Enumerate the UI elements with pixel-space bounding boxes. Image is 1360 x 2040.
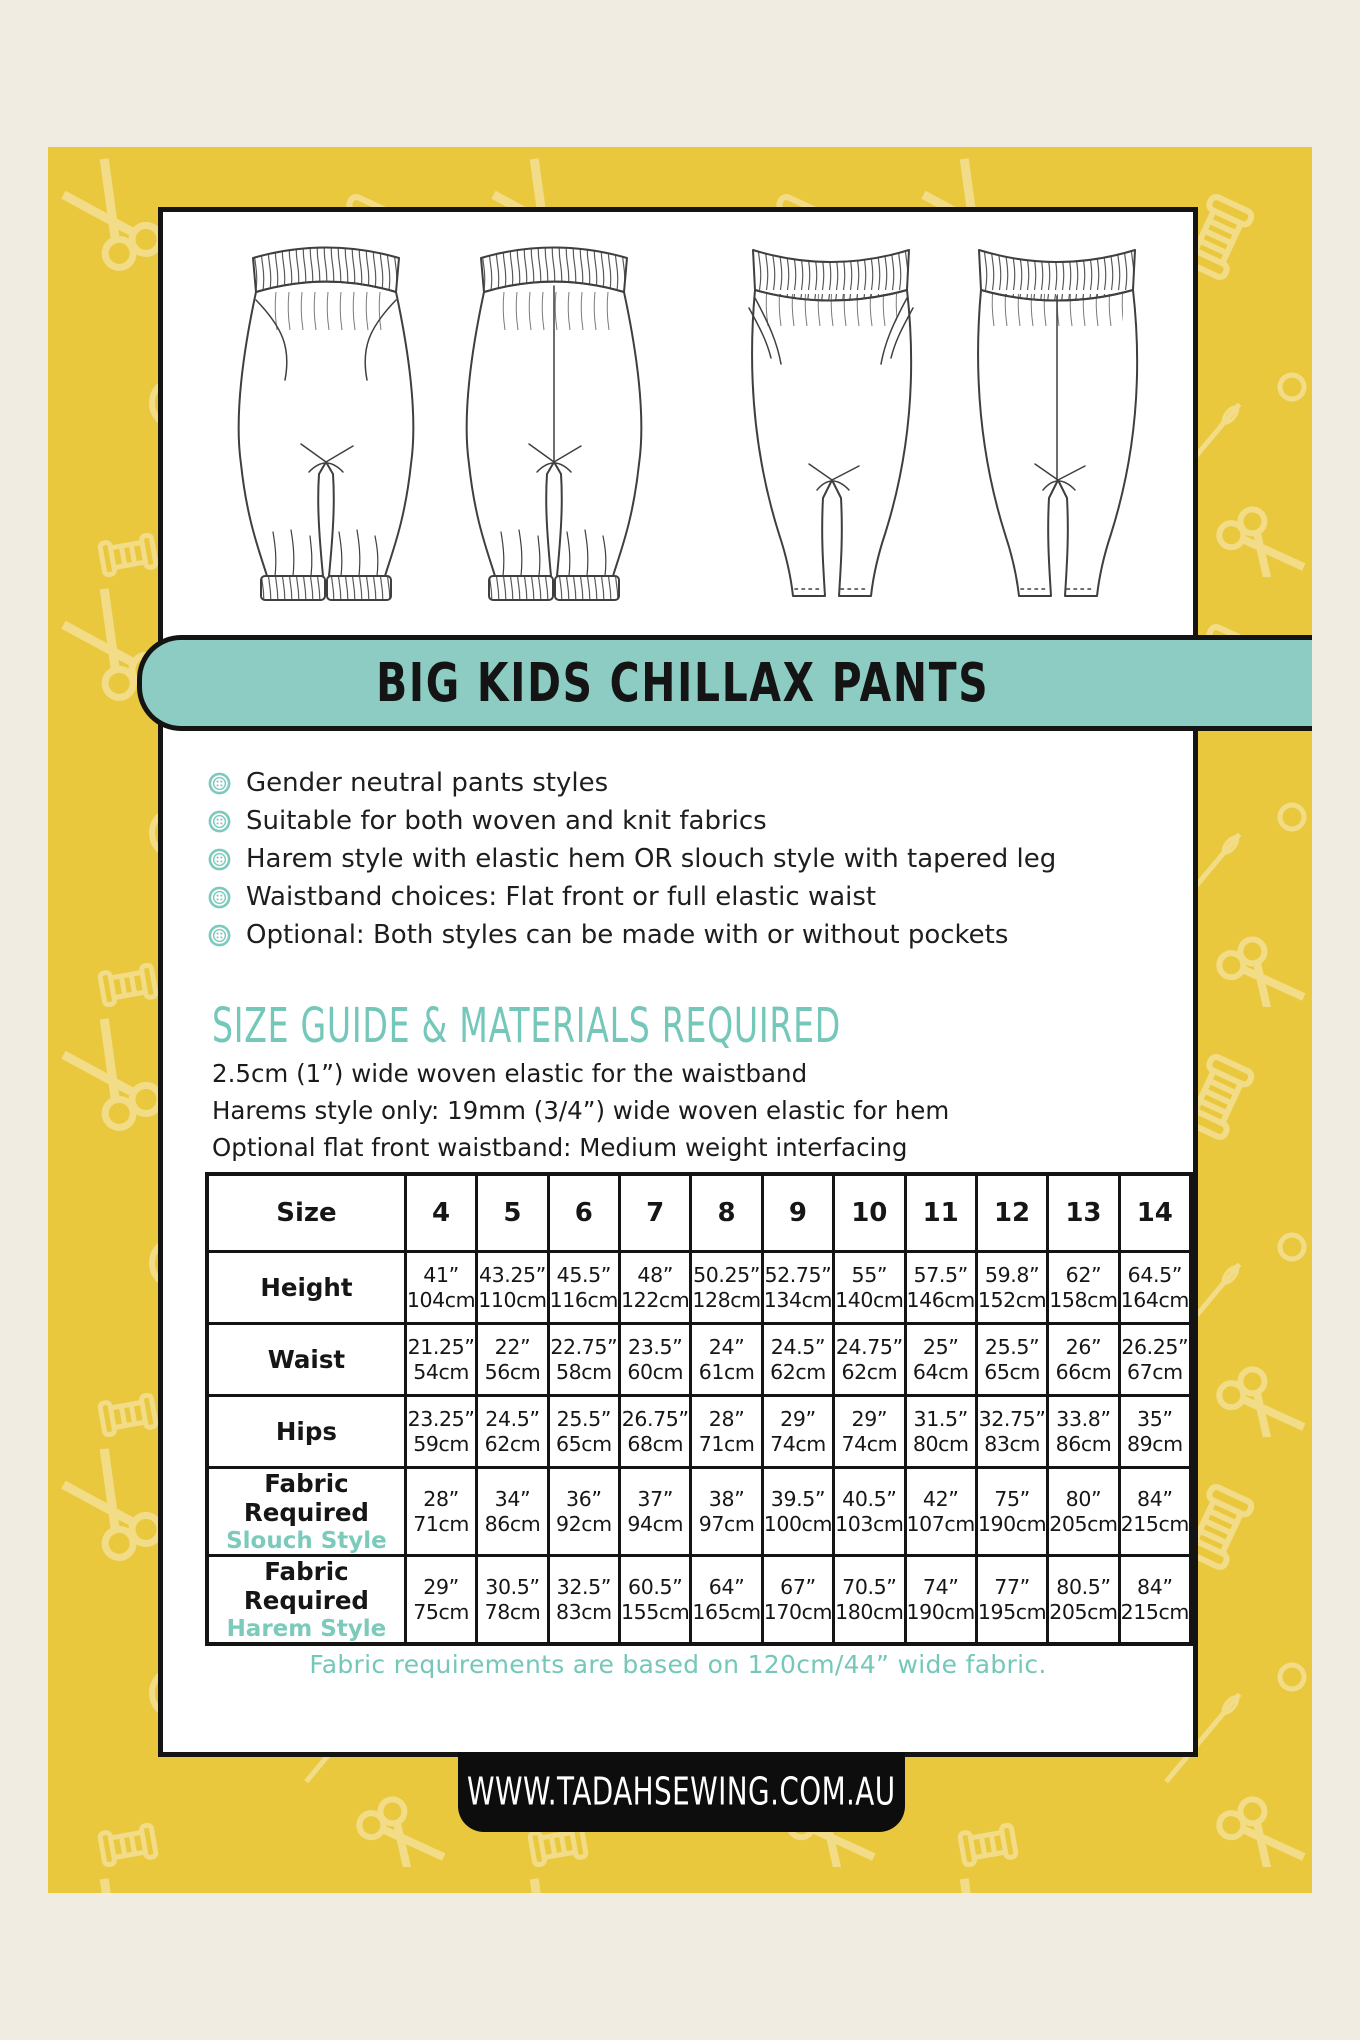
measurement-cell: 40.5” 103cm — [834, 1468, 905, 1556]
size-table — [205, 1172, 1193, 1646]
measurement-cell: 24” 61cm — [691, 1324, 762, 1396]
size-table-header — [207, 1174, 1191, 1252]
measurement-cell: 31.5” 80cm — [905, 1396, 976, 1468]
button-bullet-icon — [208, 772, 231, 795]
feature-text: Harem style with elastic hem OR slouch style with tapered leg — [246, 844, 1057, 874]
measurement-cell: 57.5” 146cm — [905, 1252, 976, 1324]
row-label-cell — [207, 1252, 405, 1324]
size-column-header: 11 — [905, 1174, 976, 1252]
measurement-cell: 41” 104cm — [405, 1252, 476, 1324]
measurement-cell: 36” 92cm — [548, 1468, 619, 1556]
row-sublabel: Harem Style — [226, 1616, 387, 1642]
size-column-header: 8 — [691, 1174, 762, 1252]
size-column-header: 13 — [1048, 1174, 1119, 1252]
measurement-cell: 77” 195cm — [976, 1556, 1047, 1645]
measurement-cell: 26.75” 68cm — [620, 1396, 691, 1468]
measurement-cell: 29” 75cm — [405, 1556, 476, 1645]
measurement-cell: 32.5” 83cm — [548, 1556, 619, 1645]
title-wrap — [163, 640, 1203, 726]
pattern-title: BIG KIDS CHILLAX PANTS — [376, 651, 990, 715]
measurement-cell: 35” 89cm — [1119, 1396, 1191, 1468]
measurement-cell: 26” 66cm — [1048, 1324, 1119, 1396]
row-sublabel: Slouch Style — [226, 1528, 387, 1554]
materials-note: 2.5cm (1”) wide woven elastic for the waistband — [212, 1059, 808, 1088]
measurement-cell: 22.75” 58cm — [548, 1324, 619, 1396]
row-label: Fabric Required — [243, 1469, 369, 1527]
title-banner — [137, 635, 1312, 731]
measurement-cell: 25.5” 65cm — [976, 1324, 1047, 1396]
measurement-cell: 52.75” 134cm — [762, 1252, 833, 1324]
size-table-row — [207, 1556, 1191, 1645]
feature-item — [208, 844, 1056, 874]
measurement-cell: 30.5” 78cm — [477, 1556, 548, 1645]
row-label-cell — [207, 1396, 405, 1468]
row-label: Waist — [267, 1345, 346, 1374]
button-bullet-icon — [208, 886, 231, 909]
row-label-cell — [207, 1556, 405, 1645]
measurement-cell: 43.25” 110cm — [477, 1252, 548, 1324]
row-label-cell — [207, 1324, 405, 1396]
measurement-cell: 23.25” 59cm — [405, 1396, 476, 1468]
measurement-cell: 38” 97cm — [691, 1468, 762, 1556]
feature-text: Optional: Both styles can be made with or without pockets — [246, 920, 1009, 950]
feature-item — [208, 882, 1056, 912]
measurement-cell: 84” 215cm — [1119, 1468, 1191, 1556]
size-column-header: 12 — [976, 1174, 1047, 1252]
button-bullet-icon — [208, 848, 231, 871]
size-column-header: 6 — [548, 1174, 619, 1252]
measurement-cell: 59.8” 152cm — [976, 1252, 1047, 1324]
feature-item — [208, 806, 1056, 836]
measurement-cell: 48” 122cm — [620, 1252, 691, 1324]
size-table-body — [207, 1252, 1191, 1645]
measurement-cell: 55” 140cm — [834, 1252, 905, 1324]
measurement-cell: 29” 74cm — [762, 1396, 833, 1468]
measurement-cell: 25.5” 65cm — [548, 1396, 619, 1468]
row-label-cell — [207, 1468, 405, 1556]
fabric-footnote: Fabric requirements are based on 120cm/44” wide fabric. — [309, 1650, 1047, 1679]
measurement-cell: 75” 190cm — [976, 1468, 1047, 1556]
size-guide-heading: SIZE GUIDE & MATERIALS REQUIRED — [212, 996, 841, 1054]
feature-item — [208, 920, 1056, 950]
measurement-cell: 23.5” 60cm — [620, 1324, 691, 1396]
row-label: Height — [260, 1273, 353, 1302]
measurement-cell: 74” 190cm — [905, 1556, 976, 1645]
feature-text: Waistband choices: Flat front or full elastic waist — [246, 882, 877, 912]
size-column-header: 7 — [620, 1174, 691, 1252]
measurement-cell: 64” 165cm — [691, 1556, 762, 1645]
slouch-back-flat — [978, 250, 1137, 596]
harem-front-flat — [239, 248, 414, 601]
size-column-header: 14 — [1119, 1174, 1191, 1252]
measurement-cell: 70.5” 180cm — [834, 1556, 905, 1645]
measurement-cell: 80” 205cm — [1048, 1468, 1119, 1556]
measurement-cell: 50.25” 128cm — [691, 1252, 762, 1324]
measurement-cell: 24.5” 62cm — [762, 1324, 833, 1396]
size-column-header: 5 — [477, 1174, 548, 1252]
button-bullet-icon — [208, 810, 231, 833]
slouch-front-flat — [749, 250, 913, 596]
row-label: Hips — [275, 1417, 337, 1446]
measurement-cell: 42” 107cm — [905, 1468, 976, 1556]
measurement-cell: 26.25” 67cm — [1119, 1324, 1191, 1396]
measurement-cell: 80.5” 205cm — [1048, 1556, 1119, 1645]
measurement-cell: 32.75” 83cm — [976, 1396, 1047, 1468]
size-table-row — [207, 1396, 1191, 1468]
content-card — [158, 207, 1198, 1757]
website-url: WWW.TADAHSEWING.COM.AU — [467, 1769, 896, 1815]
measurement-cell: 67” 170cm — [762, 1556, 833, 1645]
materials-note: Optional flat front waistband: Medium weight interfacing — [212, 1133, 908, 1162]
measurement-cell: 22” 56cm — [477, 1324, 548, 1396]
feature-text: Suitable for both woven and knit fabrics — [246, 806, 767, 836]
measurement-cell: 60.5” 155cm — [620, 1556, 691, 1645]
materials-notes — [212, 1055, 949, 1166]
pants-technical-drawings — [163, 220, 1193, 635]
size-table-corner-header: Size — [207, 1174, 405, 1252]
feature-text: Gender neutral pants styles — [246, 768, 609, 798]
measurement-cell: 33.8” 86cm — [1048, 1396, 1119, 1468]
size-column-header: 10 — [834, 1174, 905, 1252]
measurement-cell: 34” 86cm — [477, 1468, 548, 1556]
size-table-row — [207, 1324, 1191, 1396]
website-badge — [458, 1752, 905, 1832]
measurement-cell: 62” 158cm — [1048, 1252, 1119, 1324]
measurement-cell: 37” 94cm — [620, 1468, 691, 1556]
measurement-cell: 64.5” 164cm — [1119, 1252, 1191, 1324]
size-column-header: 4 — [405, 1174, 476, 1252]
size-column-header: 9 — [762, 1174, 833, 1252]
measurement-cell: 21.25” 54cm — [405, 1324, 476, 1396]
measurement-cell: 39.5” 100cm — [762, 1468, 833, 1556]
feature-item — [208, 768, 1056, 798]
measurement-cell: 24.75” 62cm — [834, 1324, 905, 1396]
measurement-cell: 29” 74cm — [834, 1396, 905, 1468]
materials-note: Harems style only: 19mm (3/4”) wide woven elastic for hem — [212, 1096, 950, 1125]
measurement-cell: 25” 64cm — [905, 1324, 976, 1396]
feature-list — [208, 768, 1056, 958]
measurement-cell: 84” 215cm — [1119, 1556, 1191, 1645]
measurement-cell: 28” 71cm — [405, 1468, 476, 1556]
size-table-row — [207, 1252, 1191, 1324]
measurement-cell: 24.5” 62cm — [477, 1396, 548, 1468]
harem-back-flat — [467, 248, 642, 601]
button-bullet-icon — [208, 924, 231, 947]
size-table-row — [207, 1468, 1191, 1556]
measurement-cell: 45.5” 116cm — [548, 1252, 619, 1324]
measurement-cell: 28” 71cm — [691, 1396, 762, 1468]
row-label: Fabric Required — [243, 1557, 369, 1615]
